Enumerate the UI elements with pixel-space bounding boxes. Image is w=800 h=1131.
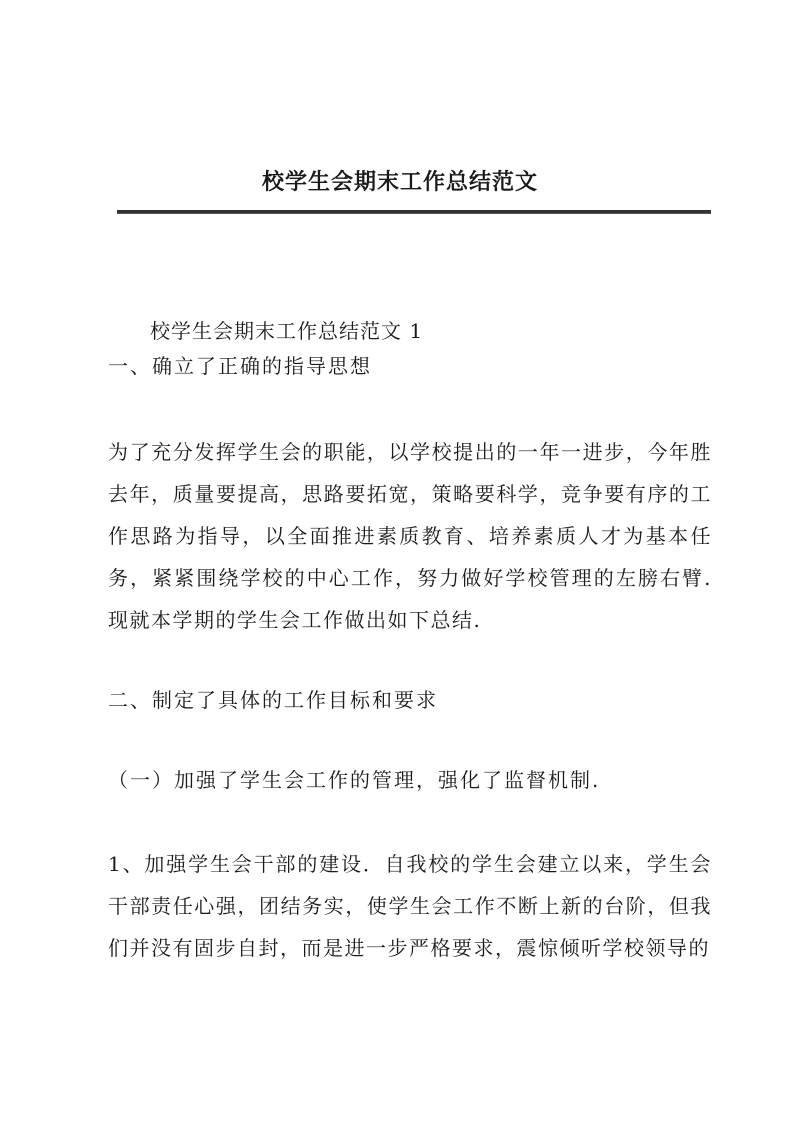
document-body (108, 315, 712, 969)
spacer (108, 641, 712, 681)
spacer (108, 385, 712, 431)
paragraph-1: 为了充分发挥学生会的职能，以学校提出的一年一进步，今年胜去年，质量要提高，思路要拓宽，策略要科学，竞争要有序的工作思路为指导，以全面推进素质教育、培养素质人才为基本任务，紧紧围绕学校的中心工作，努力做好学校管理的左膀右臂.现就本学期的学生会工作做出如下总结. (108, 440, 712, 632)
spacer (108, 719, 712, 761)
section-heading-1: 一、确立了正确的指导思想 (108, 354, 372, 378)
spacer (108, 799, 712, 843)
subsection-heading-1: （一）加强了学生会工作的管理，强化了监督机制. (108, 768, 601, 792)
document-title: 校学生会期末工作总结范文 (261, 169, 538, 195)
document-subtitle: 校学生会期末工作总结范文 1 (150, 319, 424, 343)
title-divider (117, 210, 711, 214)
section-heading-2: 二、制定了具体的工作目标和要求 (108, 688, 438, 712)
paragraph-2: 1、加强学生会干部的建设．自我校的学生会建立以来，学生会干部责任心强，团结务实，使学生会工作不断上新的台阶，但我们并没有固步自封，而是进一步严格要求，震惊倾听学校领导的 (108, 852, 712, 960)
